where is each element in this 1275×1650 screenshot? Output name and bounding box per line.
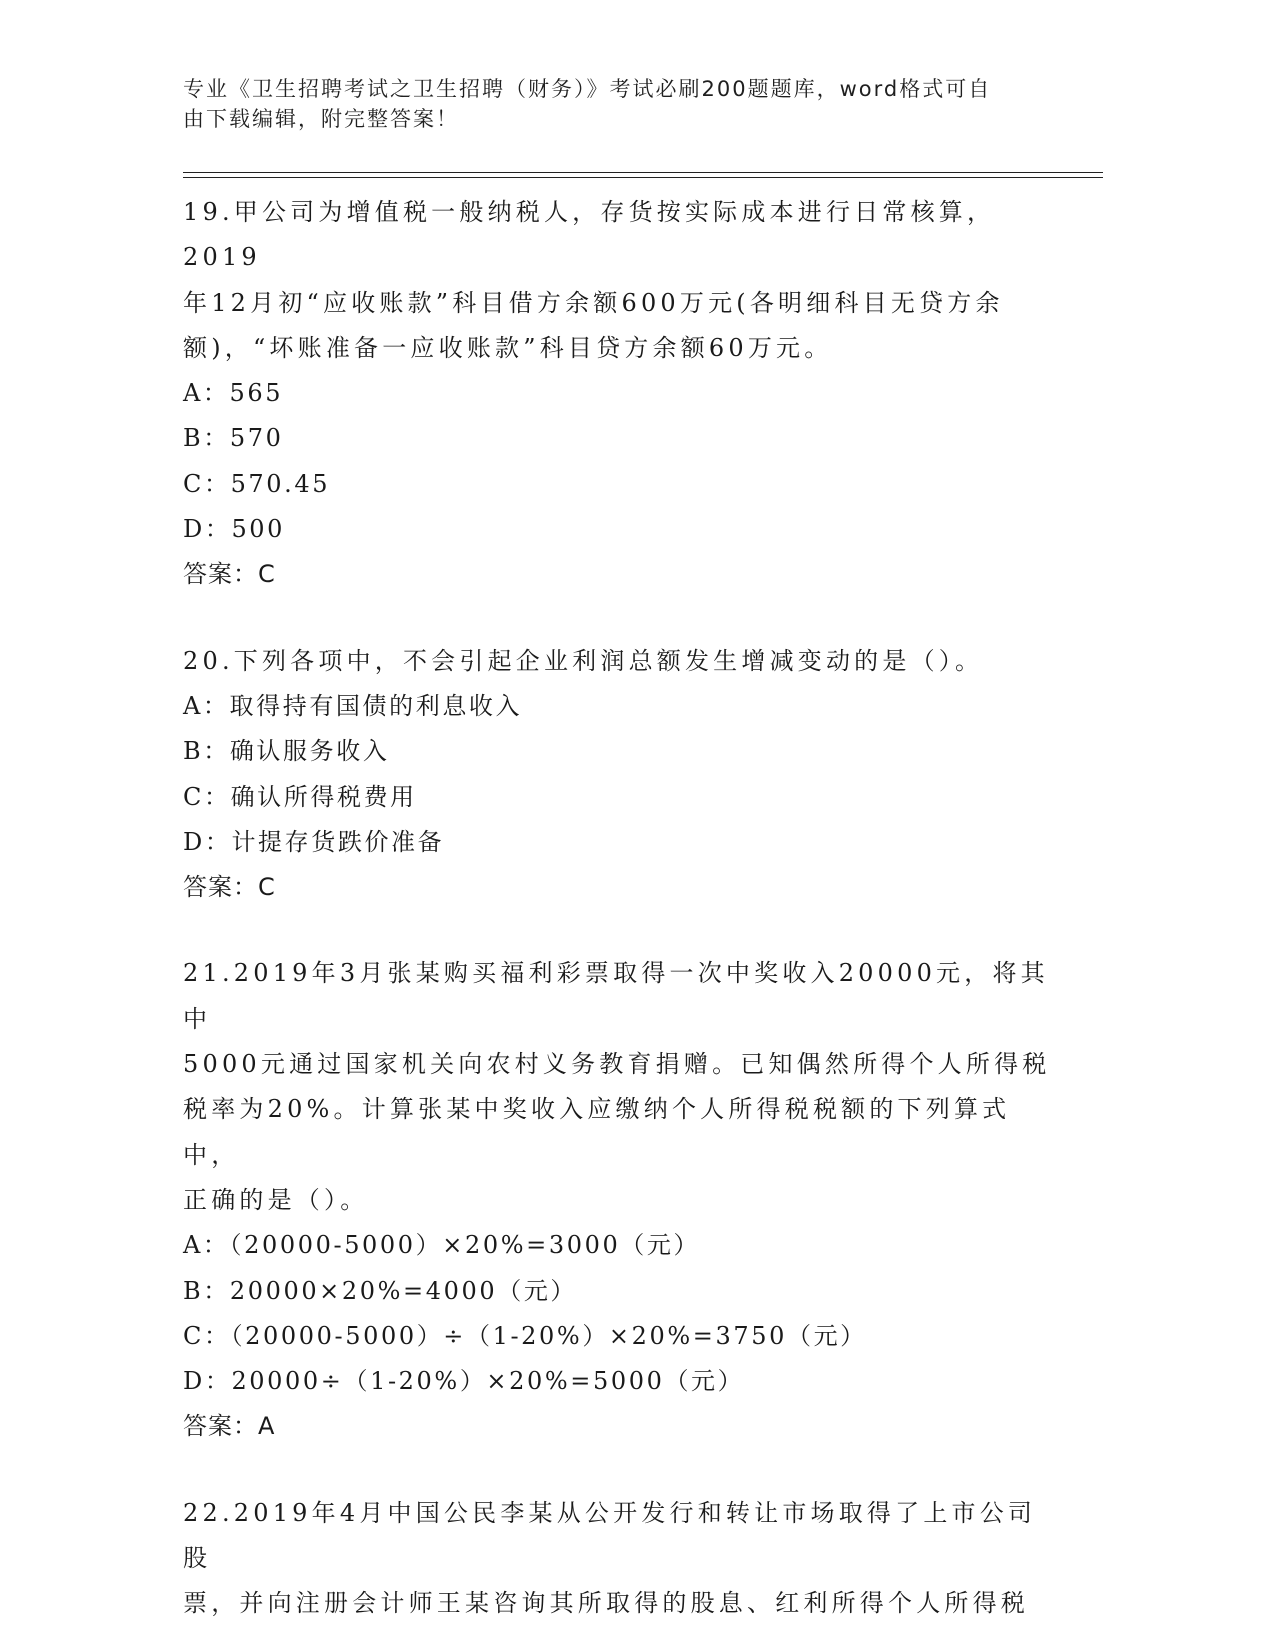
header-divider-top	[183, 172, 1103, 173]
answer-line: 答案：C	[183, 560, 276, 589]
option-c: C：确认所得税费用	[183, 782, 417, 811]
question-text-line: 票，并向注册会计师王某咨询其所取得的股息、红利所得个人所得税	[183, 1589, 1029, 1618]
option-c: C：（20000-5000）÷（1-20%）×20%=3750（元）	[183, 1321, 867, 1350]
answer-line: 答案：C	[183, 873, 276, 902]
option-c: C：570.45	[183, 469, 331, 498]
header-line-2: 由下载编辑，附完整答案！	[183, 107, 459, 131]
question-text-line: 税率为20%。计算张某中奖收入应缴纳个人所得税税额的下列算式中，	[183, 1095, 1011, 1169]
question-21	[183, 951, 1063, 1449]
option-d: D：500	[183, 515, 286, 544]
question-text-line: 21.2019年3月张某购买福利彩票取得一次中奖收入20000元，将其中	[183, 959, 1049, 1033]
question-22	[183, 1491, 1063, 1627]
question-text-line: 19.甲公司为增值税一般纳税人，存货按实际成本进行日常核算，2019	[183, 198, 996, 272]
option-b: B：20000×20%=4000（元）	[183, 1276, 578, 1305]
question-text-line: 20.下列各项中，不会引起企业利润总额发生增减变动的是（）。	[183, 646, 984, 675]
question-spacer	[183, 910, 1063, 951]
document-header	[183, 74, 1063, 134]
option-d: D：20000÷（1-20%）×20%=5000（元）	[183, 1367, 745, 1396]
question-text-line: 正确的是（）。	[183, 1185, 369, 1214]
question-20	[183, 639, 1063, 911]
option-b: B：确认服务收入	[183, 737, 390, 766]
question-19	[183, 190, 1063, 598]
question-text-line: 5000元通过国家机关向农村义务教育捐赠。已知偶然所得个人所得税	[183, 1050, 1051, 1079]
header-line-1: 专业《卫生招聘考试之卫生招聘（财务）》考试必刷200题题库，word格式可自	[183, 77, 992, 101]
option-a: A：565	[183, 379, 284, 408]
question-text-line: 年12月初“应收账款”科目借方余额600万元(各明细科目无贷方余	[183, 288, 1004, 317]
answer-line: 答案：A	[183, 1412, 276, 1441]
header-divider-bottom	[183, 177, 1103, 178]
option-d: D：计提存货跌价准备	[183, 827, 445, 856]
question-list	[183, 190, 1063, 1627]
question-spacer	[183, 1450, 1063, 1491]
question-spacer	[183, 598, 1063, 639]
option-a: A：（20000-5000）×20%=3000（元）	[183, 1231, 701, 1260]
question-text-line: 额)，“坏账准备一应收账款”科目贷方余额60万元。	[183, 333, 833, 362]
option-b: B：570	[183, 424, 284, 453]
question-text-line: 22.2019年4月中国公民李某从公开发行和转让市场取得了上市公司股	[183, 1498, 1037, 1573]
option-a: A：取得持有国债的利息收入	[183, 691, 523, 720]
